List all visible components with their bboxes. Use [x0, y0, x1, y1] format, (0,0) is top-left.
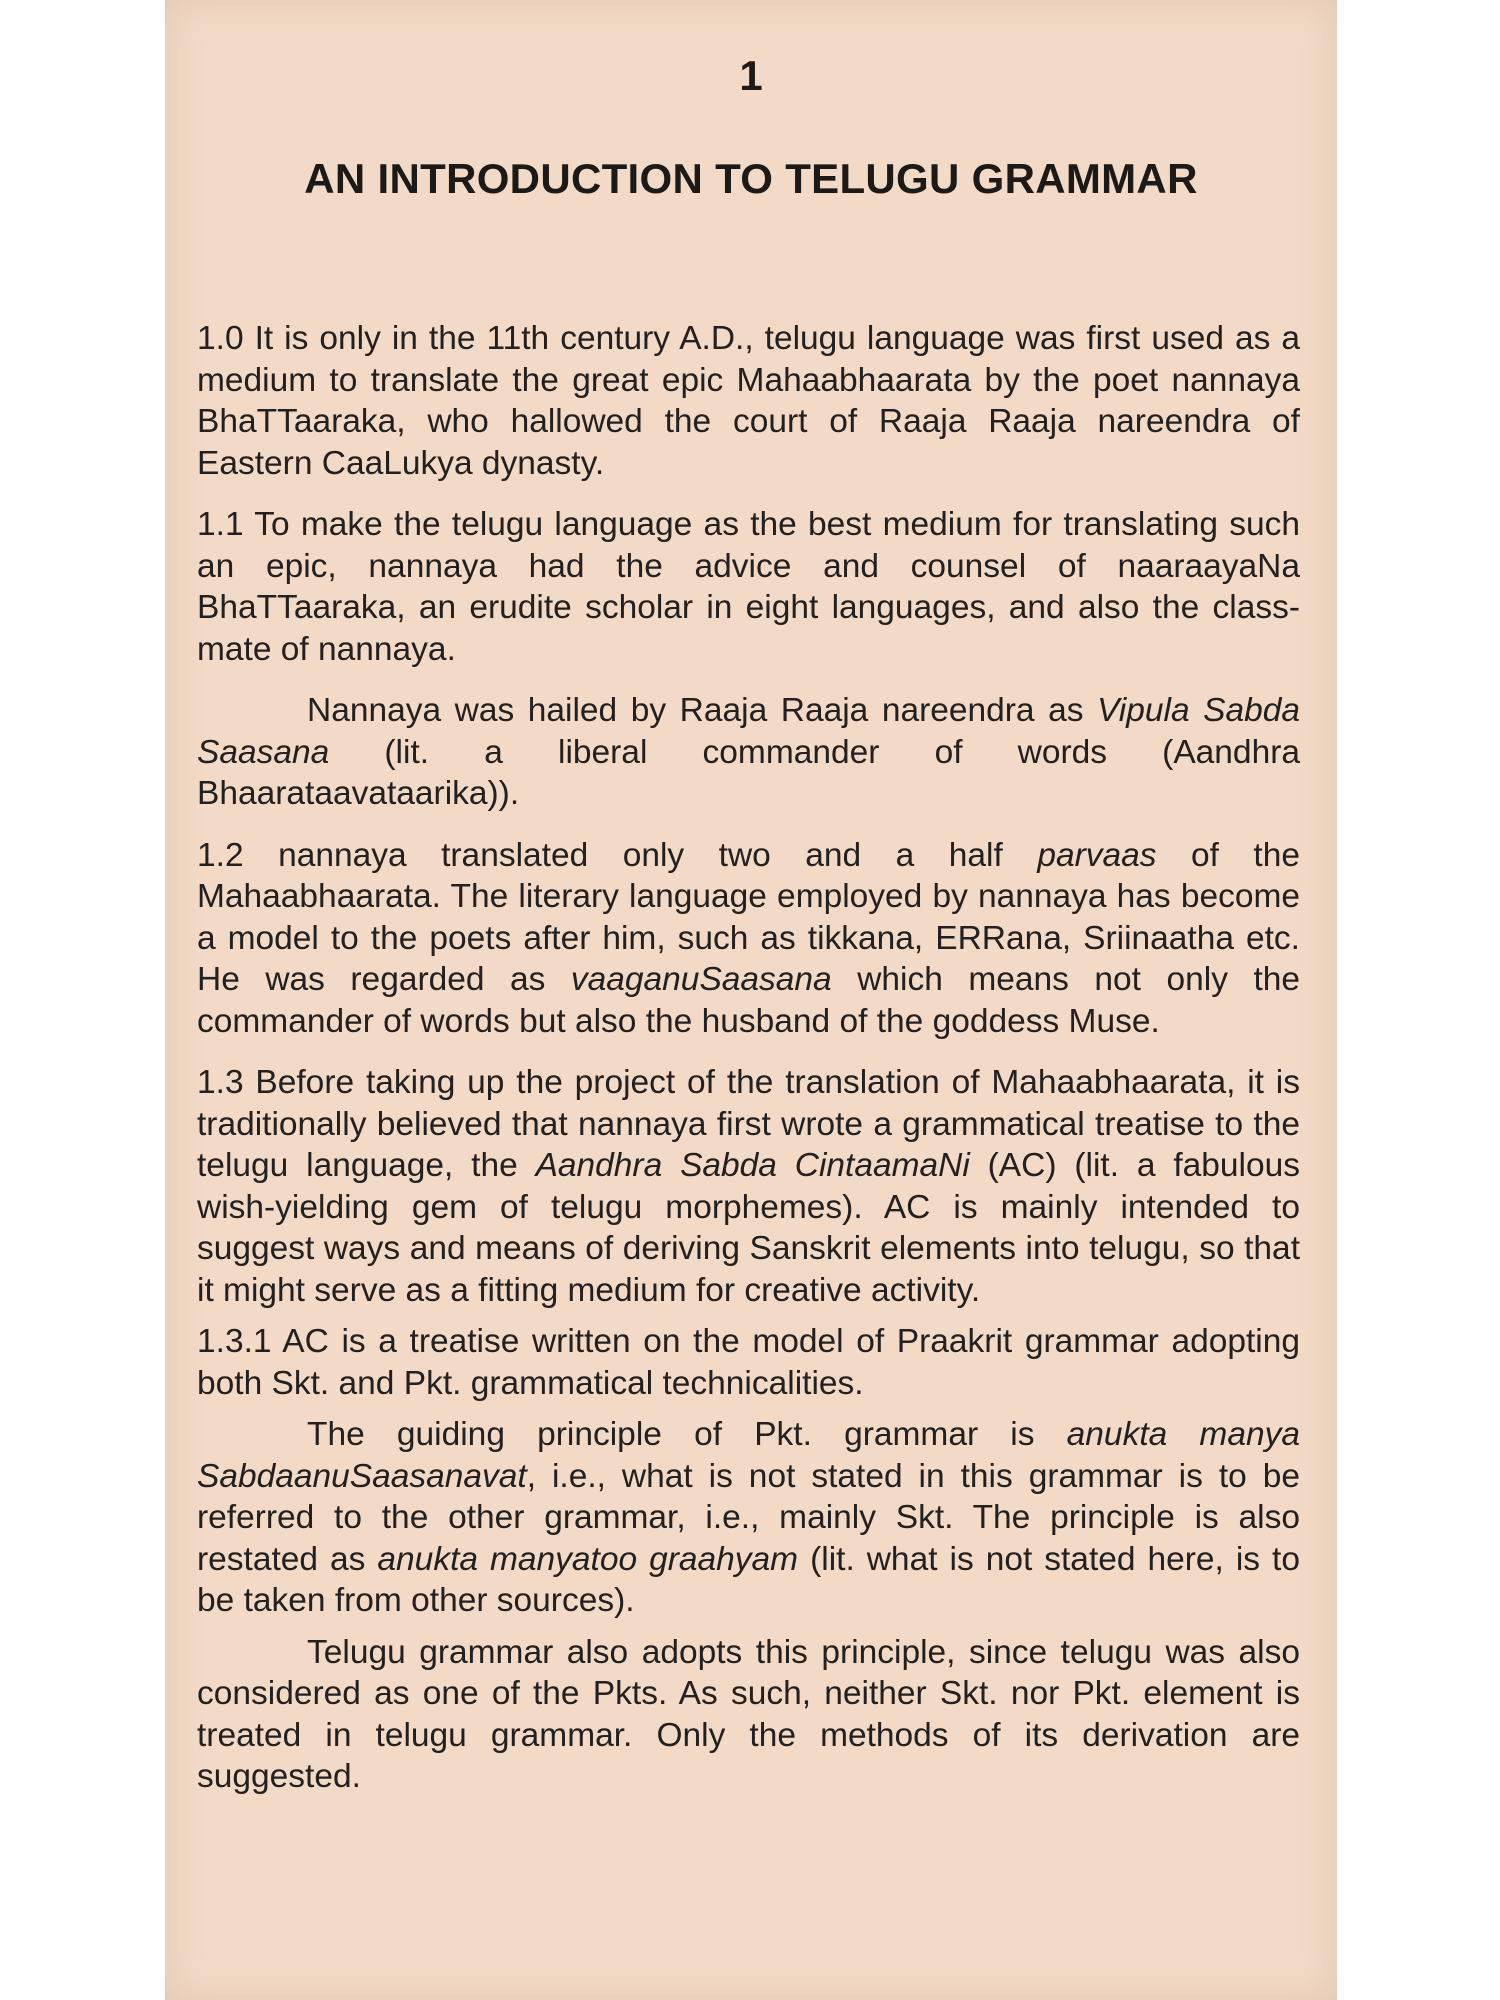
text-run: (AC) (lit. a fabulous wish-yielding gem of telugu morphemes). AC is mainly intended to suggest ways and means of deriving Sanskrit elements into telugu, so that it might serve as a fitting medium for creative activity.	[197, 1147, 1300, 1309]
chapter-number: 1	[739, 52, 763, 99]
italic-term: Vipula Sabda Saasana	[197, 692, 1301, 771]
text-run: which means not only the commander of words but also the husband of the goddess Muse.	[197, 961, 1301, 1040]
book-page	[165, 0, 1337, 2000]
paragraph-1-3-1: 1.3.1 AC is a treatise written on the model of Praakrit grammar adopting both Skt. and Pkt. grammatical technicalities.	[197, 1323, 1300, 1402]
text-run: 1.2 nannaya translated only two and a half	[197, 836, 1038, 874]
text-run: , i.e., what is not stated in this grammar is to be referred to the other grammar, i.e., mainly Skt. The principle is also restated as	[197, 1457, 1300, 1578]
italic-term: anukta manyatoo graahyam	[377, 1540, 799, 1578]
paragraph-1-2	[197, 835, 1300, 1043]
paragraph-1-3	[197, 1062, 1300, 1311]
paragraph-nannaya-hailed	[197, 690, 1300, 815]
italic-term: vaaganuSaasana	[570, 961, 832, 998]
text-run: of the Mahaabhaarata. The literary language employed by nannaya has become a model to the poets after him, such as tikkana, ERRana, Sriinaatha etc. He was regarded as	[197, 836, 1300, 998]
paragraph-1-1: 1.1 To make the telugu language as the best medium for translating such an epic, nannaya had the advice and counsel of naaraayaNa BhaTTaaraka, an erudite scholar in eight languages, and also the class-mate of nannaya.	[197, 506, 1300, 668]
paragraph-telugu-grammar: Telugu grammar also adopts this principle, since telugu was also considered as one of the Pkts. As such, neither Skt. nor Pkt. element is treated in telugu grammar. Only the methods of its derivation are suggested.	[197, 1633, 1300, 1795]
body-text	[197, 318, 1300, 1808]
chapter-title: AN INTRODUCTION TO TELUGU GRAMMAR	[304, 155, 1198, 202]
paragraph-guiding-principle	[197, 1414, 1300, 1622]
text-run: 1.3 Before taking up the project of the translation of Mahaabhaarata, it is traditionally believed that nannaya first wrote a grammatical treatise to the telugu language, the	[197, 1064, 1300, 1184]
italic-term: Aandhra Sabda CintaamaNi	[535, 1147, 970, 1184]
text-run: (lit. a liberal commander of words (Aandhra Bhaarataavataarika)).	[197, 733, 1300, 812]
text-run: (lit. what is not stated here, is to be taken from other sources).	[197, 1540, 1300, 1619]
italic-term: parvaas	[1037, 836, 1157, 874]
text-run: The guiding principle of Pkt. grammar is	[307, 1416, 1067, 1453]
text-run: Nannaya was hailed by Raaja Raaja nareendra as	[307, 692, 1098, 729]
italic-term: anukta manya SabdaanuSaasanavat	[197, 1416, 1300, 1495]
paragraph-1-0: 1.0 It is only in the 11th century A.D., telugu language was first used as a medium to translate the great epic Mahaabhaarata by the poet nannaya BhaTTaaraka, who hallowed the court of Raaja Raaja nareendra of Eastern CaaLukya dynasty.	[197, 320, 1300, 482]
